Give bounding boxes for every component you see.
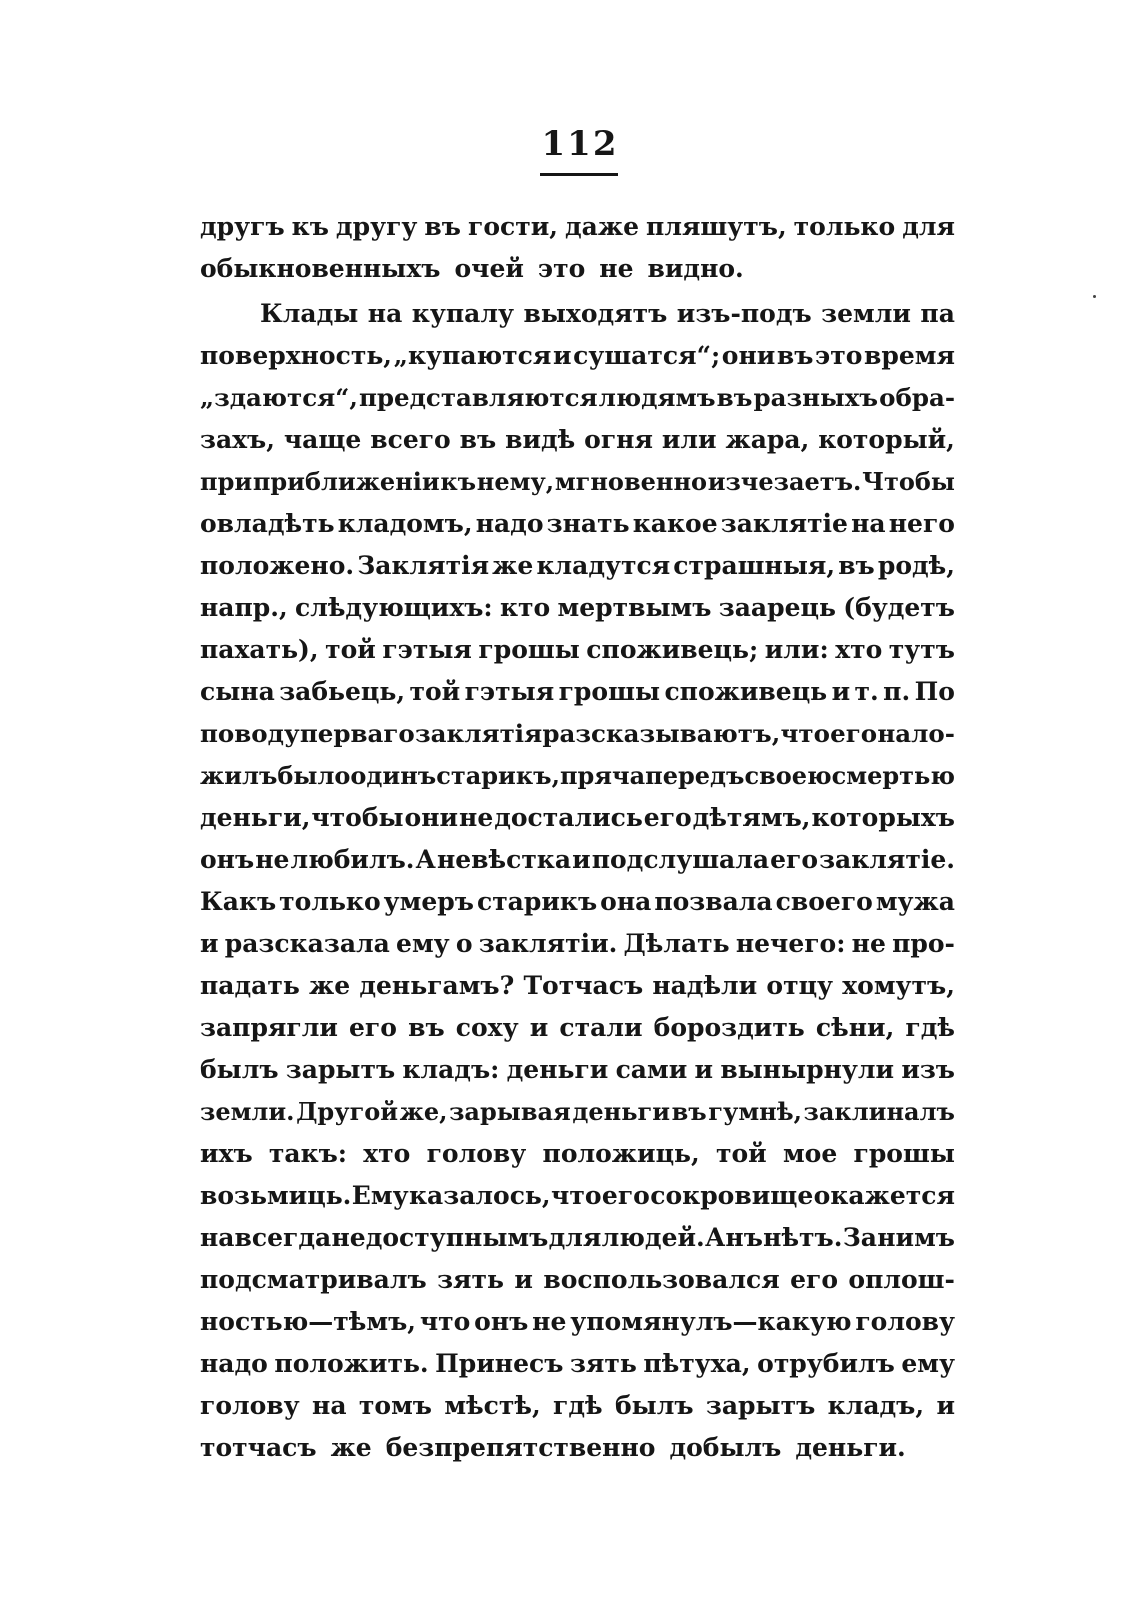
word: поверхность, [200,341,392,370]
word: разсказала [224,929,390,958]
word: кладъ, [827,1391,925,1420]
word: разныхъ [753,383,879,412]
word: его [770,845,819,874]
word: деньги [506,1055,609,1084]
word: мертвымъ [557,593,712,622]
word: и [831,677,851,706]
word: въ [671,1097,707,1126]
word: кто [499,593,551,622]
word: невѣстка [436,845,572,874]
word: къ [291,212,329,241]
word: земли. [200,1097,295,1126]
word: Принесъ [435,1349,564,1378]
word: напр., [200,593,288,622]
word: забьець, [279,677,406,706]
word: достались [494,803,643,832]
word: Ему [351,1181,409,1210]
text-line [200,503,955,545]
word: не [851,929,886,958]
word: той [715,1139,767,1168]
text-line [200,1217,955,1259]
text-line [200,755,955,797]
word: другъ [200,212,285,241]
word: голову [426,1139,527,1168]
word: и [572,845,591,874]
text-line [200,1343,955,1385]
text-line [200,545,955,587]
word: же [309,971,351,1000]
word: овладѣть [200,509,335,538]
word: кладомъ, [337,509,473,538]
word: любилъ. [290,845,415,874]
word: казалось, [409,1181,551,1210]
word: положено. [200,551,355,580]
word: зять [569,1349,637,1378]
word: даже [564,212,639,241]
word: которыхъ [811,803,955,832]
word: старикъ, [436,761,560,790]
word: заарець [718,593,836,622]
body-text [200,206,955,1469]
word: голову [855,1307,955,1336]
word: Анъ [705,1223,763,1252]
word: За [842,1223,877,1252]
text-line [200,1385,955,1427]
text-line [200,1175,955,1217]
word: это [815,341,863,370]
text-line [200,839,955,881]
word: своею [744,761,832,790]
word: упомянулъ—какую [570,1307,852,1336]
word: той [409,677,461,706]
word: мое [782,1139,838,1168]
word: пляшутъ, [646,212,787,241]
word: другу [335,212,418,241]
word: о [455,929,473,958]
word: подсматривалъ [200,1265,427,1294]
word: кладутся [536,551,671,580]
text-line [200,881,955,923]
text-line [200,713,955,755]
word: на [851,509,886,538]
word: падать [200,971,300,1000]
word: пахать), [200,635,319,664]
word: изъ-подъ [676,299,812,328]
word: представляются [358,383,598,412]
word: окажется [813,1181,955,1210]
word: очей [454,254,524,283]
text-line [200,248,955,290]
word: хто [363,1139,411,1168]
word: Тотчасъ [523,971,644,1000]
word: п. [883,677,911,706]
word: не [599,254,634,283]
word: въ [838,551,875,580]
word: „купаются [393,341,552,370]
word: положить. [274,1349,429,1378]
word: нало- [877,719,955,748]
word: позвала [654,887,773,916]
word: видѣ [505,425,576,454]
word: что [780,719,830,748]
text-line [200,629,955,671]
word: Чтобы [862,467,955,496]
word: разсказываютъ, [542,719,781,748]
word: деньгамъ? [359,971,515,1000]
word: голову [200,1391,300,1420]
word: По [914,677,955,706]
text-line [200,587,955,629]
word: безпрепятственно [385,1433,656,1462]
word: видно. [647,254,744,283]
word: же [492,551,534,580]
word: деньги, [200,803,311,832]
word: деньги. [795,1433,906,1462]
word: Заклятія [357,551,490,580]
word: Клады [260,299,359,328]
word: что [551,1181,602,1210]
word: обра- [879,383,955,412]
word: заклятіе [720,509,848,538]
word: жилъ [200,761,278,790]
word: пряча [559,761,646,790]
word: не [459,803,494,832]
word: Другой [296,1097,399,1126]
word: нимъ [877,1223,955,1252]
word: выходятъ [523,299,668,328]
word: такъ: [268,1139,348,1168]
word: тутъ [888,635,955,664]
word: сокровище [650,1181,814,1210]
word: гдѣ [905,1013,955,1042]
word: знать [546,509,630,538]
word: отрубилъ [757,1349,895,1378]
word: надо [475,509,544,538]
word: томъ [358,1391,432,1420]
word: чтобы [311,803,404,832]
word: людямъ [598,383,716,412]
word: она [600,887,652,916]
word: было [277,761,351,790]
word: мѣстѣ, [444,1391,541,1420]
word: его [349,1013,397,1042]
text-line [200,1427,955,1469]
word: возьмиць. [200,1181,352,1210]
word: деньги [572,1097,670,1126]
word: зарытъ [285,1055,396,1084]
word: только [279,887,381,916]
word: который, [818,425,955,454]
word: своего [775,887,873,916]
word: навсегда [200,1223,332,1252]
word: и [552,341,572,370]
word: положиць, [542,1139,700,1168]
word: Какъ [200,887,277,916]
word: (будетъ [843,593,955,622]
text-line [200,377,955,419]
word: грошы [478,635,580,664]
word: одинъ [350,761,437,790]
word: и [514,1265,533,1294]
word: надо [200,1349,268,1378]
word: ностью—тѣмъ, [200,1307,416,1336]
word: ему [396,929,450,958]
text-line [200,797,955,839]
word: не [532,1307,567,1336]
text-line [200,419,955,461]
word: или: [764,635,829,664]
word: соху [455,1013,519,1042]
word: смертью [831,761,955,790]
word: недоступнымъ [331,1223,549,1252]
text-line [200,206,955,248]
word: и [529,1013,549,1042]
word: грошы [853,1139,955,1168]
word: заклятіе. [819,845,955,874]
word: онъ [474,1307,529,1336]
word: на [367,299,403,328]
word: его [830,719,878,748]
scan-speck [1093,295,1096,298]
word: земли [821,299,911,328]
word: сѣни, [815,1013,895,1042]
word: его [643,803,692,832]
word: Дѣлать [623,929,730,958]
word: что [419,1307,471,1336]
word: поводу [200,719,300,748]
word: это [537,254,586,283]
page-number-underline [540,173,618,176]
text-line [200,1049,955,1091]
word: тотчасъ [200,1433,317,1462]
word: „здаются“, [200,383,358,412]
word: обыкновенныхъ [200,254,441,283]
text-line [200,1007,955,1049]
word: заклиналъ [803,1097,955,1126]
word: грошы [558,677,661,706]
word: слѣдующихъ: [295,593,493,622]
word: и [936,1391,955,1420]
word: они [404,803,459,832]
text-line [200,1301,955,1343]
word: былъ [200,1055,279,1084]
word: добылъ [669,1433,782,1462]
word: захъ, [200,425,275,454]
word: зять [437,1265,504,1294]
word: же, [399,1097,448,1126]
text-line [200,1091,955,1133]
word: не [255,845,290,874]
word: былъ [614,1391,694,1420]
word: надѣли [652,971,758,1000]
word: страшныя, [673,551,836,580]
word: отцу [766,971,834,1000]
word: про- [892,929,955,958]
word: гэтыя [464,677,555,706]
word: зарывая [449,1097,571,1126]
word: сына [200,677,275,706]
word: пѣтуха, [643,1349,751,1378]
word: нечего: [735,929,846,958]
word: стали [559,1013,643,1042]
word: изъ [901,1055,955,1084]
word: они [721,341,776,370]
text-line [200,293,955,335]
word: А [415,845,436,874]
word: людей. [601,1223,705,1252]
word: гдѣ [553,1391,603,1420]
word: оплош- [848,1265,955,1294]
word: ему [901,1349,955,1378]
word: въ [716,383,753,412]
word: заклятіи. [478,929,618,958]
word: изчезаетъ. [707,467,862,496]
word: гэтыя [382,635,472,664]
word: или [661,425,717,454]
word: него [888,509,955,538]
word: для [902,212,955,241]
word: и [200,929,219,958]
word: старикъ [476,887,598,916]
word: умеръ [383,887,474,916]
word: родѣ, [877,551,955,580]
word: гумнѣ, [708,1097,802,1126]
text-line [200,461,955,503]
word: хто [835,635,883,664]
word: споживець [664,677,828,706]
word: приближеніи [252,467,440,496]
word: кладъ: [402,1055,500,1084]
page-number: 112 [541,124,619,164]
word: чаще [283,425,362,454]
word: гости, [468,212,558,241]
word: вынырнули [720,1055,895,1084]
word: перваго [299,719,415,748]
word: мгновенно [554,467,708,496]
text-line [200,1133,955,1175]
word: нему, [476,467,555,496]
word: его [601,1181,650,1210]
word: споживець; [586,635,759,664]
word: жара, [725,425,810,454]
word: зарытъ [705,1391,816,1420]
word: запрягли [200,1013,338,1042]
word: бороздить [653,1013,805,1042]
word: огня [584,425,653,454]
word: мужа [875,887,955,916]
text-line [200,965,955,1007]
word: воспользовался [543,1265,780,1294]
word: его [790,1265,838,1294]
word: ихъ [200,1139,253,1168]
word: заклятія [415,719,543,748]
word: онъ [200,845,255,874]
word: передъ [645,761,745,790]
word: въ [424,212,461,241]
word: т. [854,677,879,706]
word: же [330,1433,372,1462]
word: сами [615,1055,688,1084]
word: время [864,341,955,370]
word: сушатся“; [573,341,721,370]
word: въ [459,425,497,454]
word: только [793,212,896,241]
word: и [694,1055,714,1084]
word: къ [440,467,477,496]
word: хомутъ, [842,971,955,1000]
word: какое [632,509,718,538]
word: той [325,635,376,664]
word: дѣтямъ, [692,803,811,832]
word: на [312,1391,347,1420]
text-line [200,671,955,713]
text-line [200,1259,955,1301]
word: купалу [411,299,514,328]
word: въ [776,341,814,370]
word: подслушала [591,845,770,874]
word: въ [408,1013,445,1042]
word: нѣтъ. [763,1223,843,1252]
text-line [200,923,955,965]
text-line [200,335,955,377]
word: всего [370,425,451,454]
word: при [200,467,253,496]
word: па [920,299,955,328]
word: для [548,1223,602,1252]
